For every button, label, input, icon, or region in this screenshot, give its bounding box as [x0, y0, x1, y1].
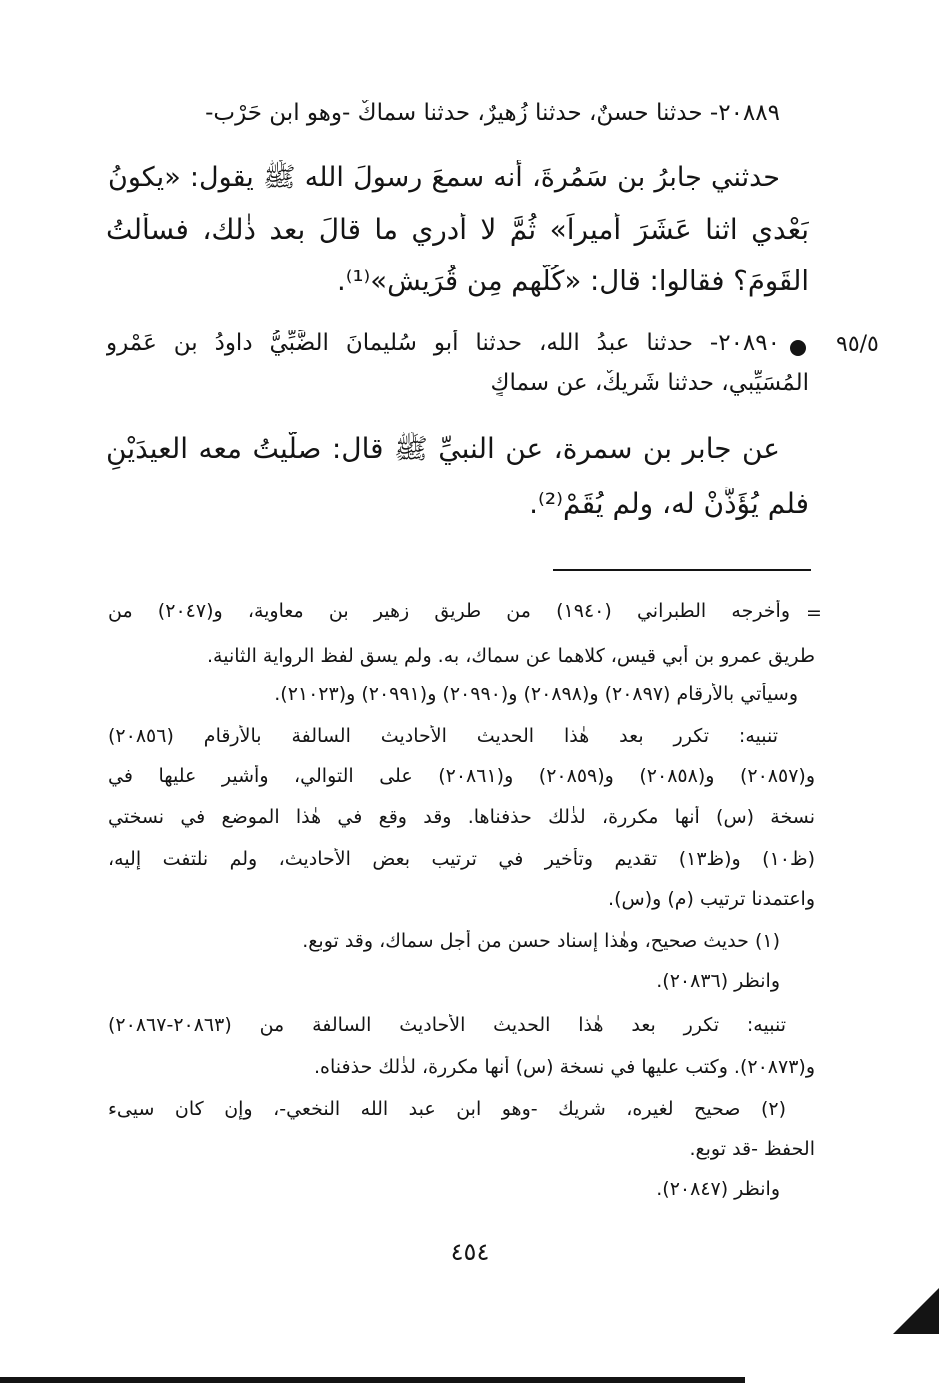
scan-corner-mark — [893, 1288, 939, 1334]
bullet-icon — [790, 340, 806, 356]
footnote-line: تنبيه: تكرر بعد هٰذا الحديث الأحاديث السالفة من (٢٠٨٦٣-٢٠٨٦٧) — [108, 1014, 786, 1036]
footnote-line: و(٢٠٨٥٧) و(٢٠٨٥٨) و(٢٠٨٥٩) و(٢٠٨٦١) على التوالي، وأشير عليها في — [108, 765, 815, 787]
footnote-line: طريق عمرو بن أبي قيس، كلاهما عن سماك، به. ولم يسق لفظ الرواية الثانية. — [207, 645, 815, 667]
matn-line: عن جابر بن سمرة، عن النبيِّ ﷺ قال: صلَّيتُ معه العيدَيْنِ — [106, 432, 780, 465]
footnote-line: وسيأتي بالأرقام (٢٠٨٩٧) و(٢٠٨٩٨) و(٢٠٩٩٠) و(٢٠٩٩١) و(٢١٠٢٣). — [274, 683, 798, 705]
matn-line: فلم يُؤَذَّنْ له، ولم يُقَمْ⁽²⁾. — [529, 487, 809, 520]
footnote-separator — [553, 569, 811, 571]
scan-edge-bar — [0, 1377, 745, 1383]
footnote-line: واعتمدنا ترتيب (م) و(س). — [608, 888, 815, 910]
isnad-line: ٢٠٨٨٩- حدثنا حسنٌ، حدثنا زُهيرٌ، حدثنا سماكٌ -وهو ابن حَرْب- — [205, 100, 780, 126]
isnad-line: المُسَيِّبي، حدثنا شَريكٌ، عن سماكٍ — [490, 370, 809, 396]
matn-line: حدثني جابرُ بن سَمُرةَ، أنه سمعَ رسولَ الله ﷺ يقول: «يكونُ — [108, 162, 780, 193]
page-number: ٤٥٤ — [450, 1238, 490, 1266]
footnote-line: وانظر (٢٠٨٣٦). — [656, 970, 780, 992]
matn-line: بَعْدي اثنا عَشَرَ أَميراً» ثُمَّ لا أدري ما قالَ بعد ذٰلك، فسألتُ — [106, 213, 809, 246]
footnote-line: وأخرجه الطبراني (١٩٤٠) من طريق زهير بن معاوية، و(٢٠٤٧) من — [108, 600, 790, 622]
footnote-line: الحفظ -قد توبع. — [689, 1138, 815, 1160]
footnote-line: (١) حديث صحيح، وهٰذا إسناد حسن من أجل سماك، وقد توبع. — [302, 930, 780, 952]
footnote-line: (٢) صحيح لغيره، شريك -وهو ابن عبد الله النخعي-، وإن كان سيىء — [108, 1098, 786, 1120]
isnad-line: ٢٠٨٩٠- حدثنا عبدُ الله، حدثنا أبو سُليمانَ الضَّبِّيُّ داودُ بن عَمْرو — [106, 330, 780, 356]
footnote-line: نسخة (س) أنها مكررة، لذٰلك حذفناها. وقد وقع في هٰذا الموضع في نسختي — [108, 806, 815, 828]
footnote-line: و(٢٠٨٧٣). وكتب عليها في نسخة (س) أنها مكررة، لذٰلك حذفناه. — [314, 1056, 815, 1078]
footnote-line: تنبيه: تكرر بعد هٰذا الحديث الأحاديث السالفة بالأرقام (٢٠٨٥٦) — [108, 725, 778, 747]
matn-line: القَومَ؟ فقالوا: قال: «كُلُّهم مِن قُرَيشٍ»⁽¹⁾. — [337, 265, 809, 297]
continuation-mark: = — [806, 602, 822, 624]
footnote-line: (ظ١٠) و(ظ١٣) تقديم وتأخير في ترتيب بعض الأحاديث، ولم نلتفت إليه، — [108, 848, 815, 870]
margin-volume-page-ref: ٩٥/٥ — [836, 332, 879, 357]
footnote-line: وانظر (٢٠٨٤٧). — [656, 1178, 780, 1200]
